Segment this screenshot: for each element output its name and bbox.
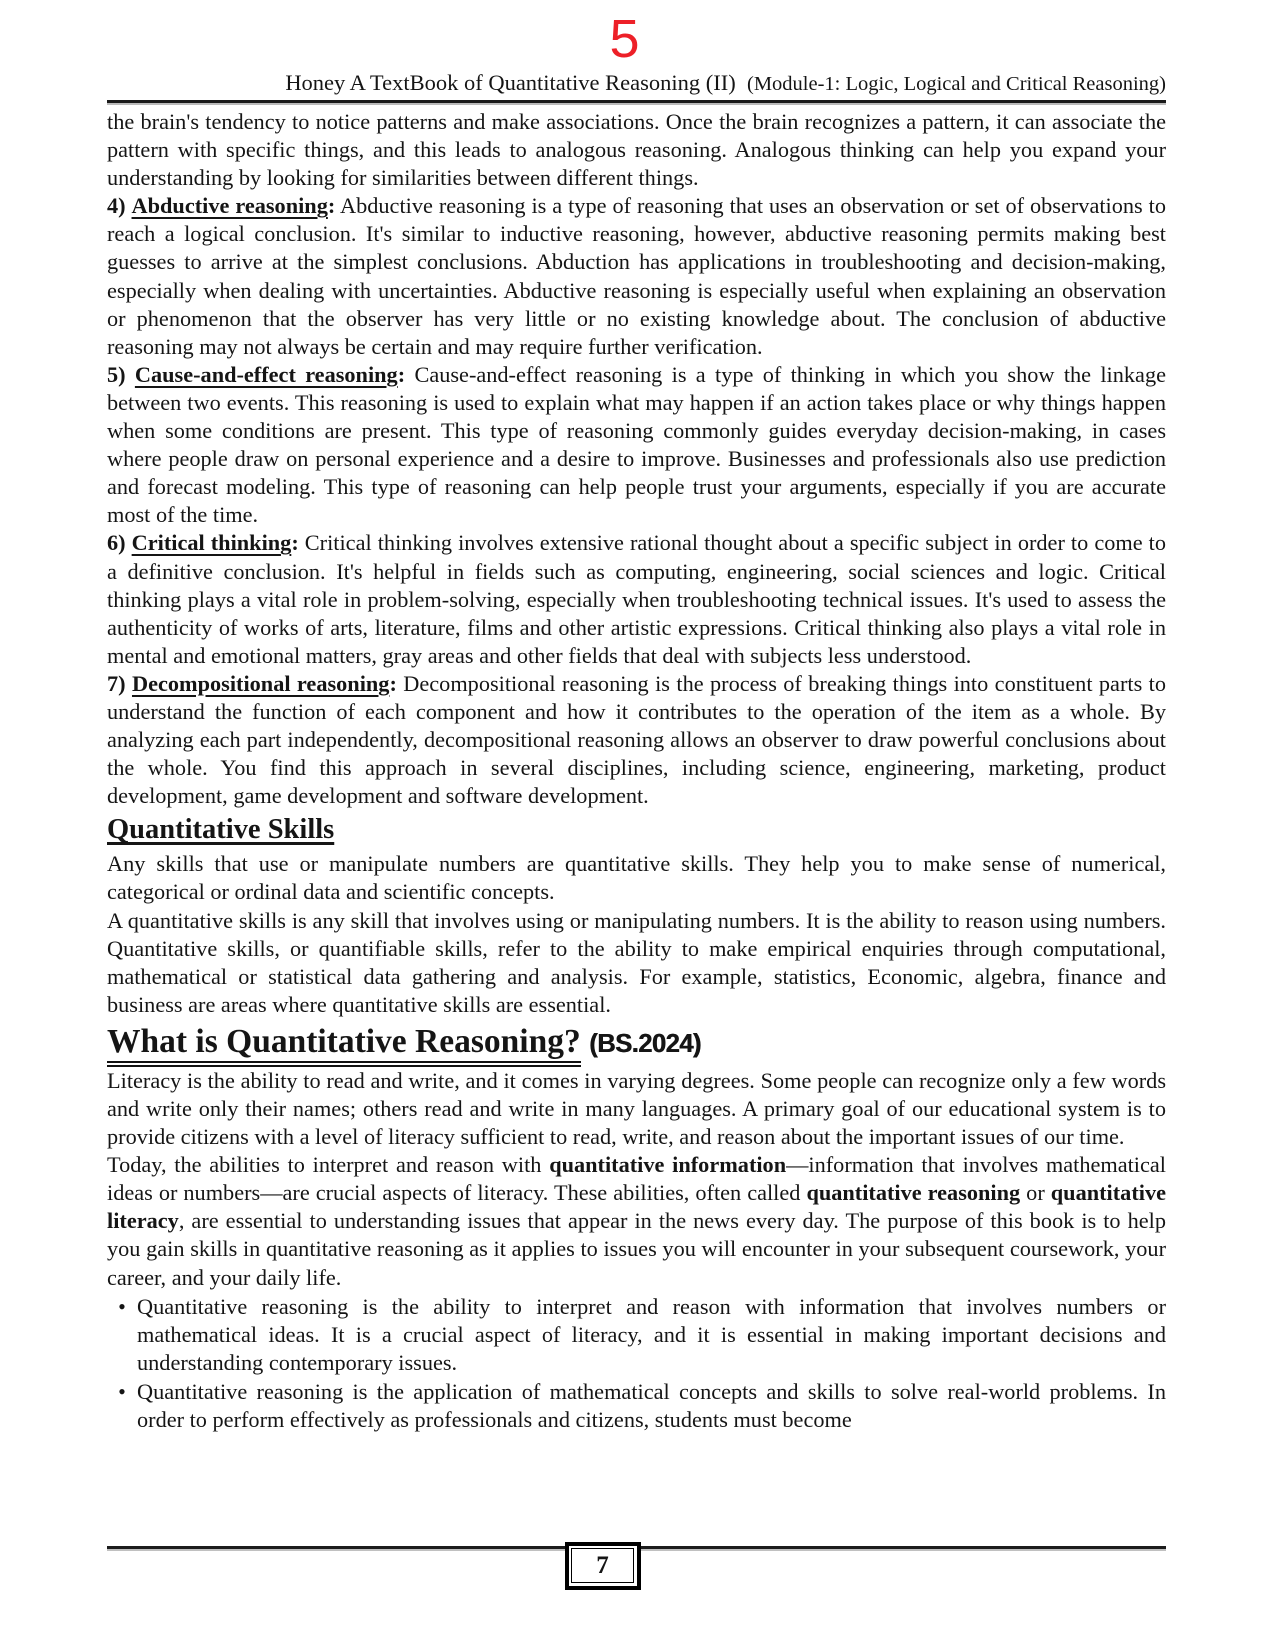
quantitative-skills-heading <box>107 810 1166 850</box>
qr-definitions-list <box>107 1293 1166 1434</box>
today-paragraph-text: Today, the abilities to interpret and reason with <box>107 1152 550 1178</box>
exam-year-badge: (BS.2024) <box>589 1029 701 1058</box>
today-paragraph-text: , are essential to understanding issues that appear in the news every day. The purpose of this book is to help you gain skills in quantitative reasoning as it applies to issues you will encounter in your subsequent coursework, your career, and your daily life. <box>107 1208 1166 1290</box>
today-paragraph <box>107 1151 1166 1291</box>
section-cause-effect-paragraph <box>107 361 1166 530</box>
section-abductive-paragraph <box>107 192 1166 361</box>
header-rule <box>107 100 1166 103</box>
section-number: 7) <box>107 670 126 696</box>
section-number: 5) <box>107 361 126 387</box>
page-number-box <box>565 1542 641 1590</box>
bullet-icon: • <box>118 1293 126 1319</box>
running-header <box>107 70 1166 97</box>
list-item <box>107 1378 1166 1434</box>
section-label: Decompositional reasoning <box>131 670 390 696</box>
section-body: Cause-and-effect reasoning is a type of thinking in which you show the linkage between two events. This reasoning is used to explain what may happen if an action takes place or why things happen when some conditions are present. This type of reasoning commonly guides everyday decision-making, in cases where people draw on personal experience and a desire to improve. Businesses and professionals also use prediction and forecast modeling. This type of reasoning can help people trust your arguments, especially if you are accurate most of the time. <box>107 361 1166 528</box>
today-paragraph-text: or <box>1020 1180 1051 1206</box>
page-footer <box>107 1546 1166 1590</box>
chapter-number-red: 5 <box>609 9 640 69</box>
section-colon: : <box>291 530 299 556</box>
page-number: 7 <box>571 1548 634 1583</box>
bold-quantitative-reasoning: quantitative reasoning <box>806 1180 1021 1206</box>
qs-paragraph-1: Any skills that use or manipulate numbers are quantitative skills. They help you to make sense of numerical, categorical or ordinal data and scientific concepts. <box>107 851 1166 905</box>
header-book-title: Honey A TextBook of Quantitative Reasoning (II) <box>285 70 736 95</box>
page-body <box>107 108 1166 1434</box>
what-is-qr-heading <box>107 1019 1166 1067</box>
section-label: Cause-and-effect reasoning <box>134 361 398 387</box>
what-is-qr-heading-text: What is Quantitative Reasoning? <box>107 1023 581 1067</box>
today-paragraph-text: —information that involves mathematical ideas or numbers—are crucial aspects of literacy. These abilities, often called <box>107 1152 1166 1206</box>
bold-quantitative-information: quantitative information <box>549 1152 787 1178</box>
bullet-text: Quantitative reasoning is the ability to interpret and reason with information that involves numbers or mathematical ideas. It is a crucial aspect of literacy, and it is essential in making important decisions and understanding contemporary issues. <box>137 1293 1166 1375</box>
literacy-paragraph: Literacy is the ability to read and write, and it comes in varying degrees. Some people can recognize only a few words and write only their names; others read and write in many languages. A primary goal of our educational system is to provide citizens with a level of literacy sufficient to read, write, and reason about the important issues of our time. <box>107 1067 1166 1150</box>
section-colon: : <box>397 361 406 387</box>
section-body: Critical thinking involves extensive rational thought about a specific subject in order to come to a definitive conclusion. It's helpful in fields such as computing, engineering, social sciences and logic. Critical thinking plays a vital role in problem-solving, especially when troubleshooting technical issues. It's used to assess the authenticity of works of arts, literature, films and other artistic expressions. Critical thinking also plays a vital role in mental and emotional matters, gray areas and other fields that deal with subjects less understood. <box>107 530 1166 668</box>
section-colon: : <box>389 670 397 696</box>
bold-quantitative-literacy: quantitative literacy <box>107 1180 1166 1234</box>
intro-paragraph: the brain's tendency to notice patterns and make associations. Once the brain recognizes a pattern, it can associate the pattern with specific things, and this leads to analogous reasoning. Analogous thinking can help you expand your understanding by looking for similarities between different things. <box>107 109 1166 191</box>
bullet-text: Quantitative reasoning is the application of mathematical concepts and skills to solve real-world problems. In order to perform effectively as professionals and citizens, students must become <box>137 1378 1166 1433</box>
section-number: 6) <box>107 530 126 556</box>
section-label: Critical thinking <box>131 530 292 556</box>
qs-paragraph-2: A quantitative skills is any skill that involves using or manipulating numbers. It is the ability to reason using numbers. Quantitative skills, or quantifiable skills, refer to the ability to make empirical enquiries through computational, mathematical or statistical data gathering and analysis. For example, statistics, Economic, algebra, finance and business are areas where quantitative skills are essential. <box>107 907 1166 1017</box>
section-label: Abductive reasoning <box>131 193 328 219</box>
section-critical-thinking-paragraph <box>107 529 1166 669</box>
section-decompositional-paragraph <box>107 670 1166 810</box>
section-body: Decompositional reasoning is the process of breaking things into constituent parts to understand the function of each component and how it contributes to the operation of the item as a whole. By analyzing each part independently, decompositional reasoning allows an observer to draw powerful conclusions about the whole. You find this approach in several disciplines, including science, engineering, marketing, product development, game development and software development. <box>107 670 1166 809</box>
section-colon: : <box>327 193 336 219</box>
section-number: 4) <box>107 193 126 219</box>
quantitative-skills-heading-text: Quantitative Skills <box>107 814 335 846</box>
header-module-title: (Module-1: Logic, Logical and Critical Reasoning) <box>747 73 1166 95</box>
bullet-icon: • <box>118 1378 126 1404</box>
section-body: Abductive reasoning is a type of reasoning that uses an observation or set of observations to reach a logical conclusion. It's similar to inductive reasoning, however, abductive reasoning permits making best guesses to arrive at the simplest conclusions. Abduction has applications in troubleshooting and decision-making, especially when dealing with uncertainties. Abductive reasoning is especially useful when explaining an observation or phenomenon that the observer has very little or no existing knowledge about. The conclusion of abductive reasoning may not always be certain and may require further verification. <box>107 193 1166 359</box>
list-item <box>107 1293 1166 1377</box>
